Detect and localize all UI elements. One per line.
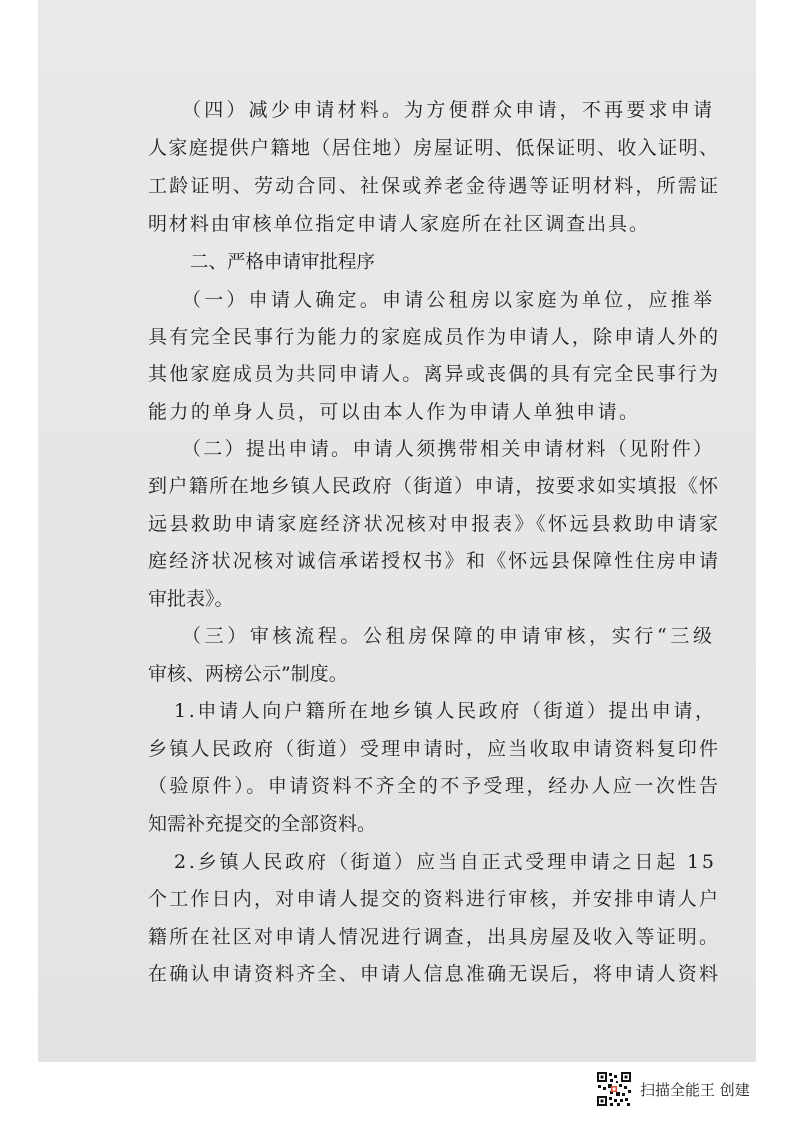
watermark-brand-text: 扫描全能王 创建	[640, 1081, 750, 1099]
paragraph-1-line-1: （一）申请人确定。申请公租房以家庭为单位，应推举	[182, 289, 716, 311]
paragraph-1-line-4: 能力的单身人员，可以由本人作为申请人单独申请。	[148, 401, 641, 423]
paragraph-1-line-3: 其他家庭成员为共同申请人。离异或丧偶的具有完全民事行为	[148, 363, 721, 385]
item-1-line-2: 乡镇人民政府（街道）受理申请时，应当收取申请资料复印件	[148, 738, 721, 760]
paragraph-1-line-2: 具有完全民事行为能力的家庭成员作为申请人，除申请人外的	[148, 326, 721, 348]
item-1-line-4: 知需补充提交的全部资料。	[148, 813, 377, 835]
paragraph-2-line-5: 审批表》。	[148, 588, 234, 610]
qr-code-icon	[596, 1071, 632, 1107]
paragraph-3-line-1: （三）审核流程。公租房保障的申请审核，实行“三级	[182, 625, 716, 647]
item-2-line-1: 2.乡镇人民政府（街道）应当自正式受理申请之日起 15	[174, 851, 717, 873]
paragraph-2-line-1: （二）提出申请。申请人须携带相关申请材料（见附件）	[182, 438, 715, 460]
item-2-line-4: 在确认申请资料齐全、申请人信息准确无误后，将申请人资料	[148, 963, 721, 985]
paragraph-4-line-2: 人家庭提供户籍地（居住地）房屋证明、低保证明、收入证明、	[148, 137, 720, 159]
item-1-line-3: （验原件）。申请资料不齐全的不予受理，经办人应一次性告	[148, 775, 721, 797]
item-2-line-2: 个工作日内，对申请人提交的资料进行审核，并安排申请人户	[148, 888, 721, 910]
paragraph-4-line-3: 工龄证明、劳动合同、社保或养老金待遇等证明材料，所需证	[148, 175, 721, 197]
item-2-line-3: 籍所在社区对申请人情况进行调查，出具房屋及收入等证明。	[148, 926, 721, 948]
scanner-watermark	[596, 1071, 786, 1109]
paragraph-3-line-2: 审核、两榜公示”制度。	[148, 663, 348, 685]
item-1-line-1: 1.申请人向户籍所在地乡镇人民政府（街道）提出申请，	[174, 700, 717, 722]
scanned-page	[38, 0, 756, 1062]
paragraph-2-line-3: 远县救助申请家庭经济状况核对申报表》《怀远县救助申请家	[148, 513, 721, 535]
paragraph-2-line-2: 到户籍所在地乡镇人民政府（街道）申请，按要求如实填报《怀	[148, 475, 720, 497]
paragraph-4-line-1: （四）减少申请材料。为方便群众申请，不再要求申请	[182, 99, 716, 121]
paragraph-4-line-4: 明材料由审核单位指定申请人家庭所在社区调查出具。	[148, 213, 650, 235]
section-heading: 二、严格申请审批程序	[190, 252, 376, 273]
paragraph-2-line-4: 庭经济状况核对诚信承诺授权书》和《怀远县保障性住房申请	[148, 550, 721, 572]
